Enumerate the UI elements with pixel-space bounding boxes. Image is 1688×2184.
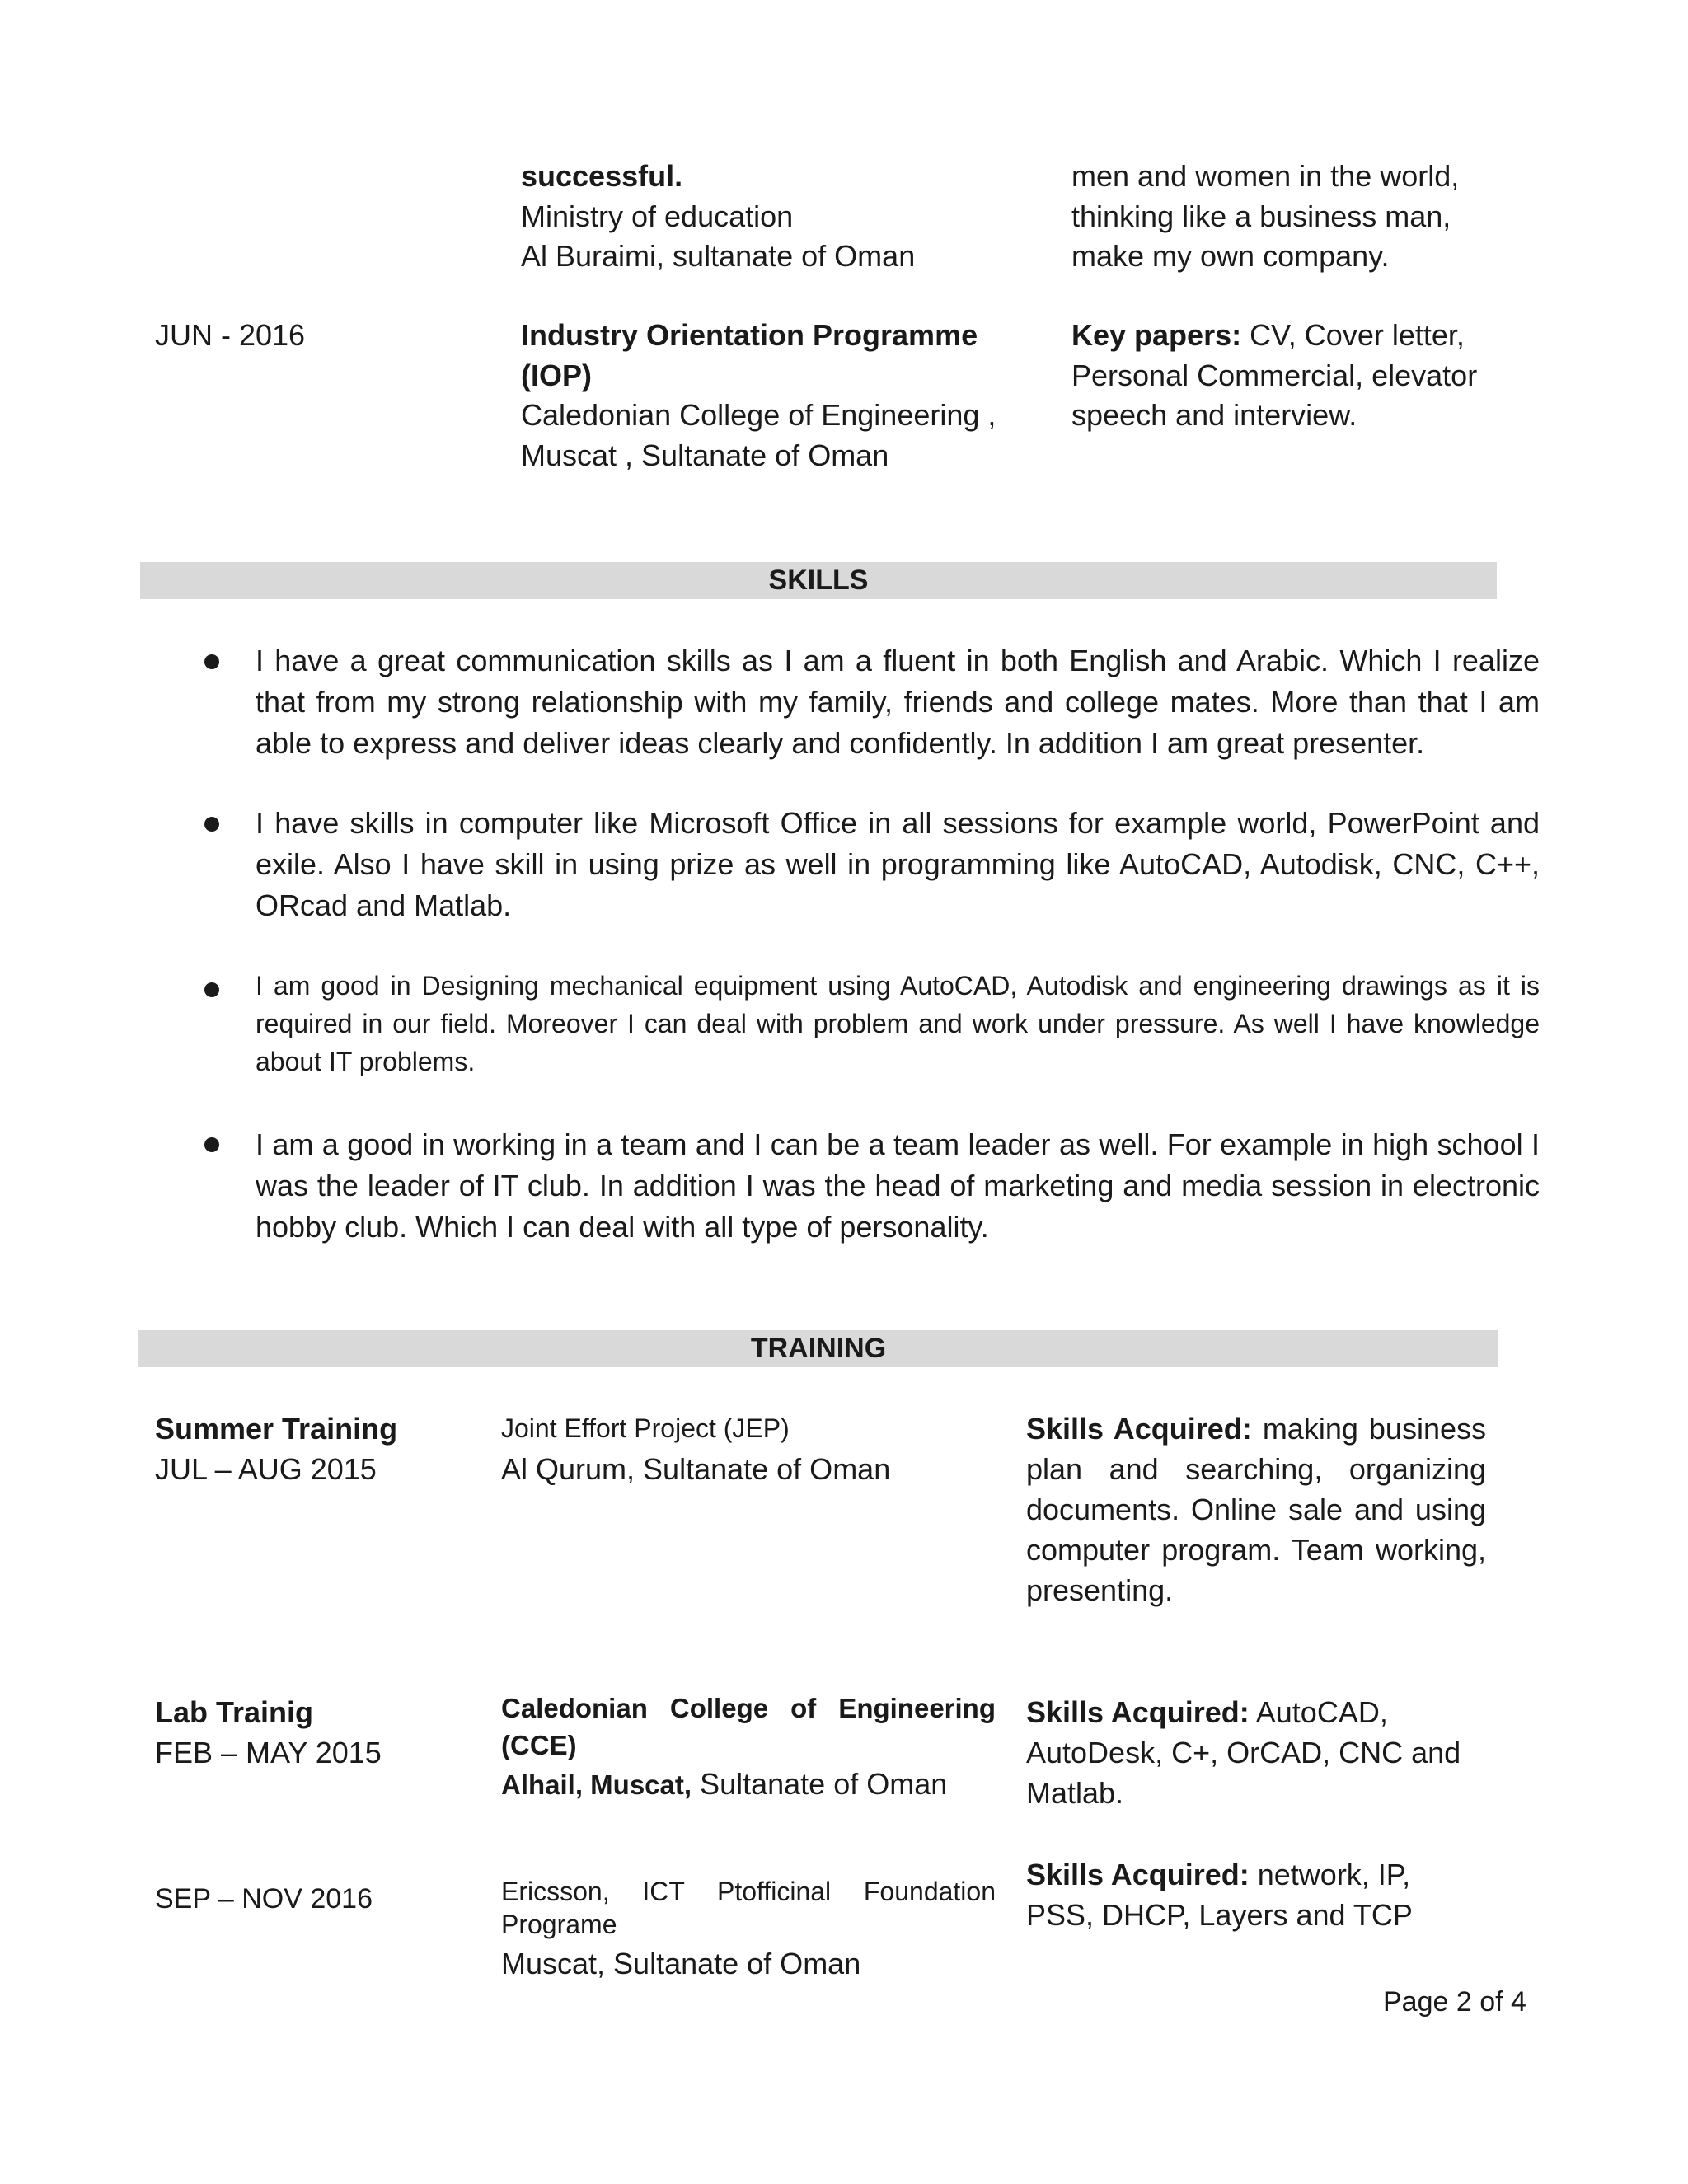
training-org: Joint Effort Project (JEP) [501, 1413, 790, 1443]
training-org: Ericsson, ICT Ptofficinal Foundation Programe [501, 1877, 996, 1939]
continued-desc-line3: make my own company. [1071, 239, 1390, 273]
training-title: Lab Trainig [155, 1695, 314, 1729]
training-skills [1026, 1854, 1486, 1935]
training-location: Al Qurum, Sultanate of Oman [501, 1452, 891, 1486]
iop-place: Caledonian College of Engineering , [521, 398, 996, 432]
bullet-icon [204, 654, 219, 669]
iop-location: Muscat , Sultanate of Oman [521, 438, 889, 472]
bullet-icon [204, 1137, 219, 1152]
continued-desc-line2: thinking like a business man, [1071, 199, 1451, 233]
skill-item: I am good in Designing mechanical equipment using AutoCAD, Autodisk and engineering drawings as it is required in our field. Moreover I can deal with problem and work under pressure. As well I have knowledge about IT problems. [256, 971, 1540, 1076]
continued-org: Ministry of education [521, 199, 794, 233]
training-heading: TRAINING [138, 1330, 1498, 1367]
training-date: FEB – MAY 2015 [155, 1736, 382, 1769]
training-skills [1026, 1692, 1486, 1813]
training-title: Summer Training [155, 1412, 398, 1446]
key-papers-label: Key papers: [1071, 318, 1242, 352]
bullet-icon [204, 817, 219, 832]
iop-key-papers [1071, 315, 1465, 355]
continued-text-successful: successful. [521, 159, 683, 193]
skill-item: I have skills in computer like Microsoft Office in all sessions for example world, PowerPoint and exile. Also I have skill in using prize as well in programming like AutoCAD, Autodisk, CNC, C++, ORcad and Matlab. [256, 806, 1540, 922]
key-papers-text: CV, Cover letter, [1241, 318, 1465, 352]
skills-acquired-label: Skills Acquired: [1026, 1858, 1250, 1891]
iop-key-line2: Personal Commercial, elevator [1071, 359, 1478, 392]
location-rest: Sultanate of Oman [692, 1767, 948, 1801]
skill-item: I am a good in working in a team and I can be a team leader as well. For example in high school I was the leader of IT club. In addition I was the head of marketing and media session in electronic hobby club. Which I can deal with all type of personality. [256, 1127, 1540, 1244]
continued-location: Al Buraimi, sultanate of Oman [521, 239, 916, 273]
skills-acquired-text: making business plan and searching, organizing documents. Online sale and using computer program. Team working, presenting. [1026, 1412, 1486, 1607]
training-date: JUL – AUG 2015 [155, 1452, 377, 1486]
skills-heading: SKILLS [140, 562, 1497, 599]
page-number: Page 2 of 4 [1383, 1986, 1526, 2018]
iop-title-abbr: (IOP) [521, 359, 592, 392]
training-org: Caledonian College of Engineering (CCE) [501, 1693, 996, 1760]
training-location [501, 1764, 947, 1805]
skills-acquired-label: Skills Acquired: [1026, 1412, 1252, 1446]
skills-acquired-text: AutoCAD, AutoDesk, C+, OrCAD, CNC and Matlab. [1026, 1695, 1461, 1810]
bullet-icon [204, 982, 219, 997]
iop-date: JUN - 2016 [155, 318, 306, 352]
iop-key-line3: speech and interview. [1071, 398, 1357, 432]
iop-title: Industry Orientation Programme [521, 318, 978, 352]
skills-acquired-label: Skills Acquired: [1026, 1695, 1250, 1729]
skills-acquired-text: network, IP, PSS, DHCP, Layers and TCP [1026, 1858, 1413, 1932]
training-skills [1026, 1408, 1486, 1610]
skill-item: I have a great communication skills as I am a fluent in both English and Arabic. Which I realize that from my strong relationship with my family, friends and college mates. More than that I am able to express and deliver ideas clearly and confidently. In addition I am great presenter. [256, 644, 1540, 760]
training-date: SEP – NOV 2016 [155, 1883, 373, 1915]
continued-desc-line1: men and women in the world, [1071, 159, 1460, 193]
location-bold: Alhail, Muscat, [501, 1769, 692, 1800]
training-location: Muscat, Sultanate of Oman [501, 1947, 861, 1980]
